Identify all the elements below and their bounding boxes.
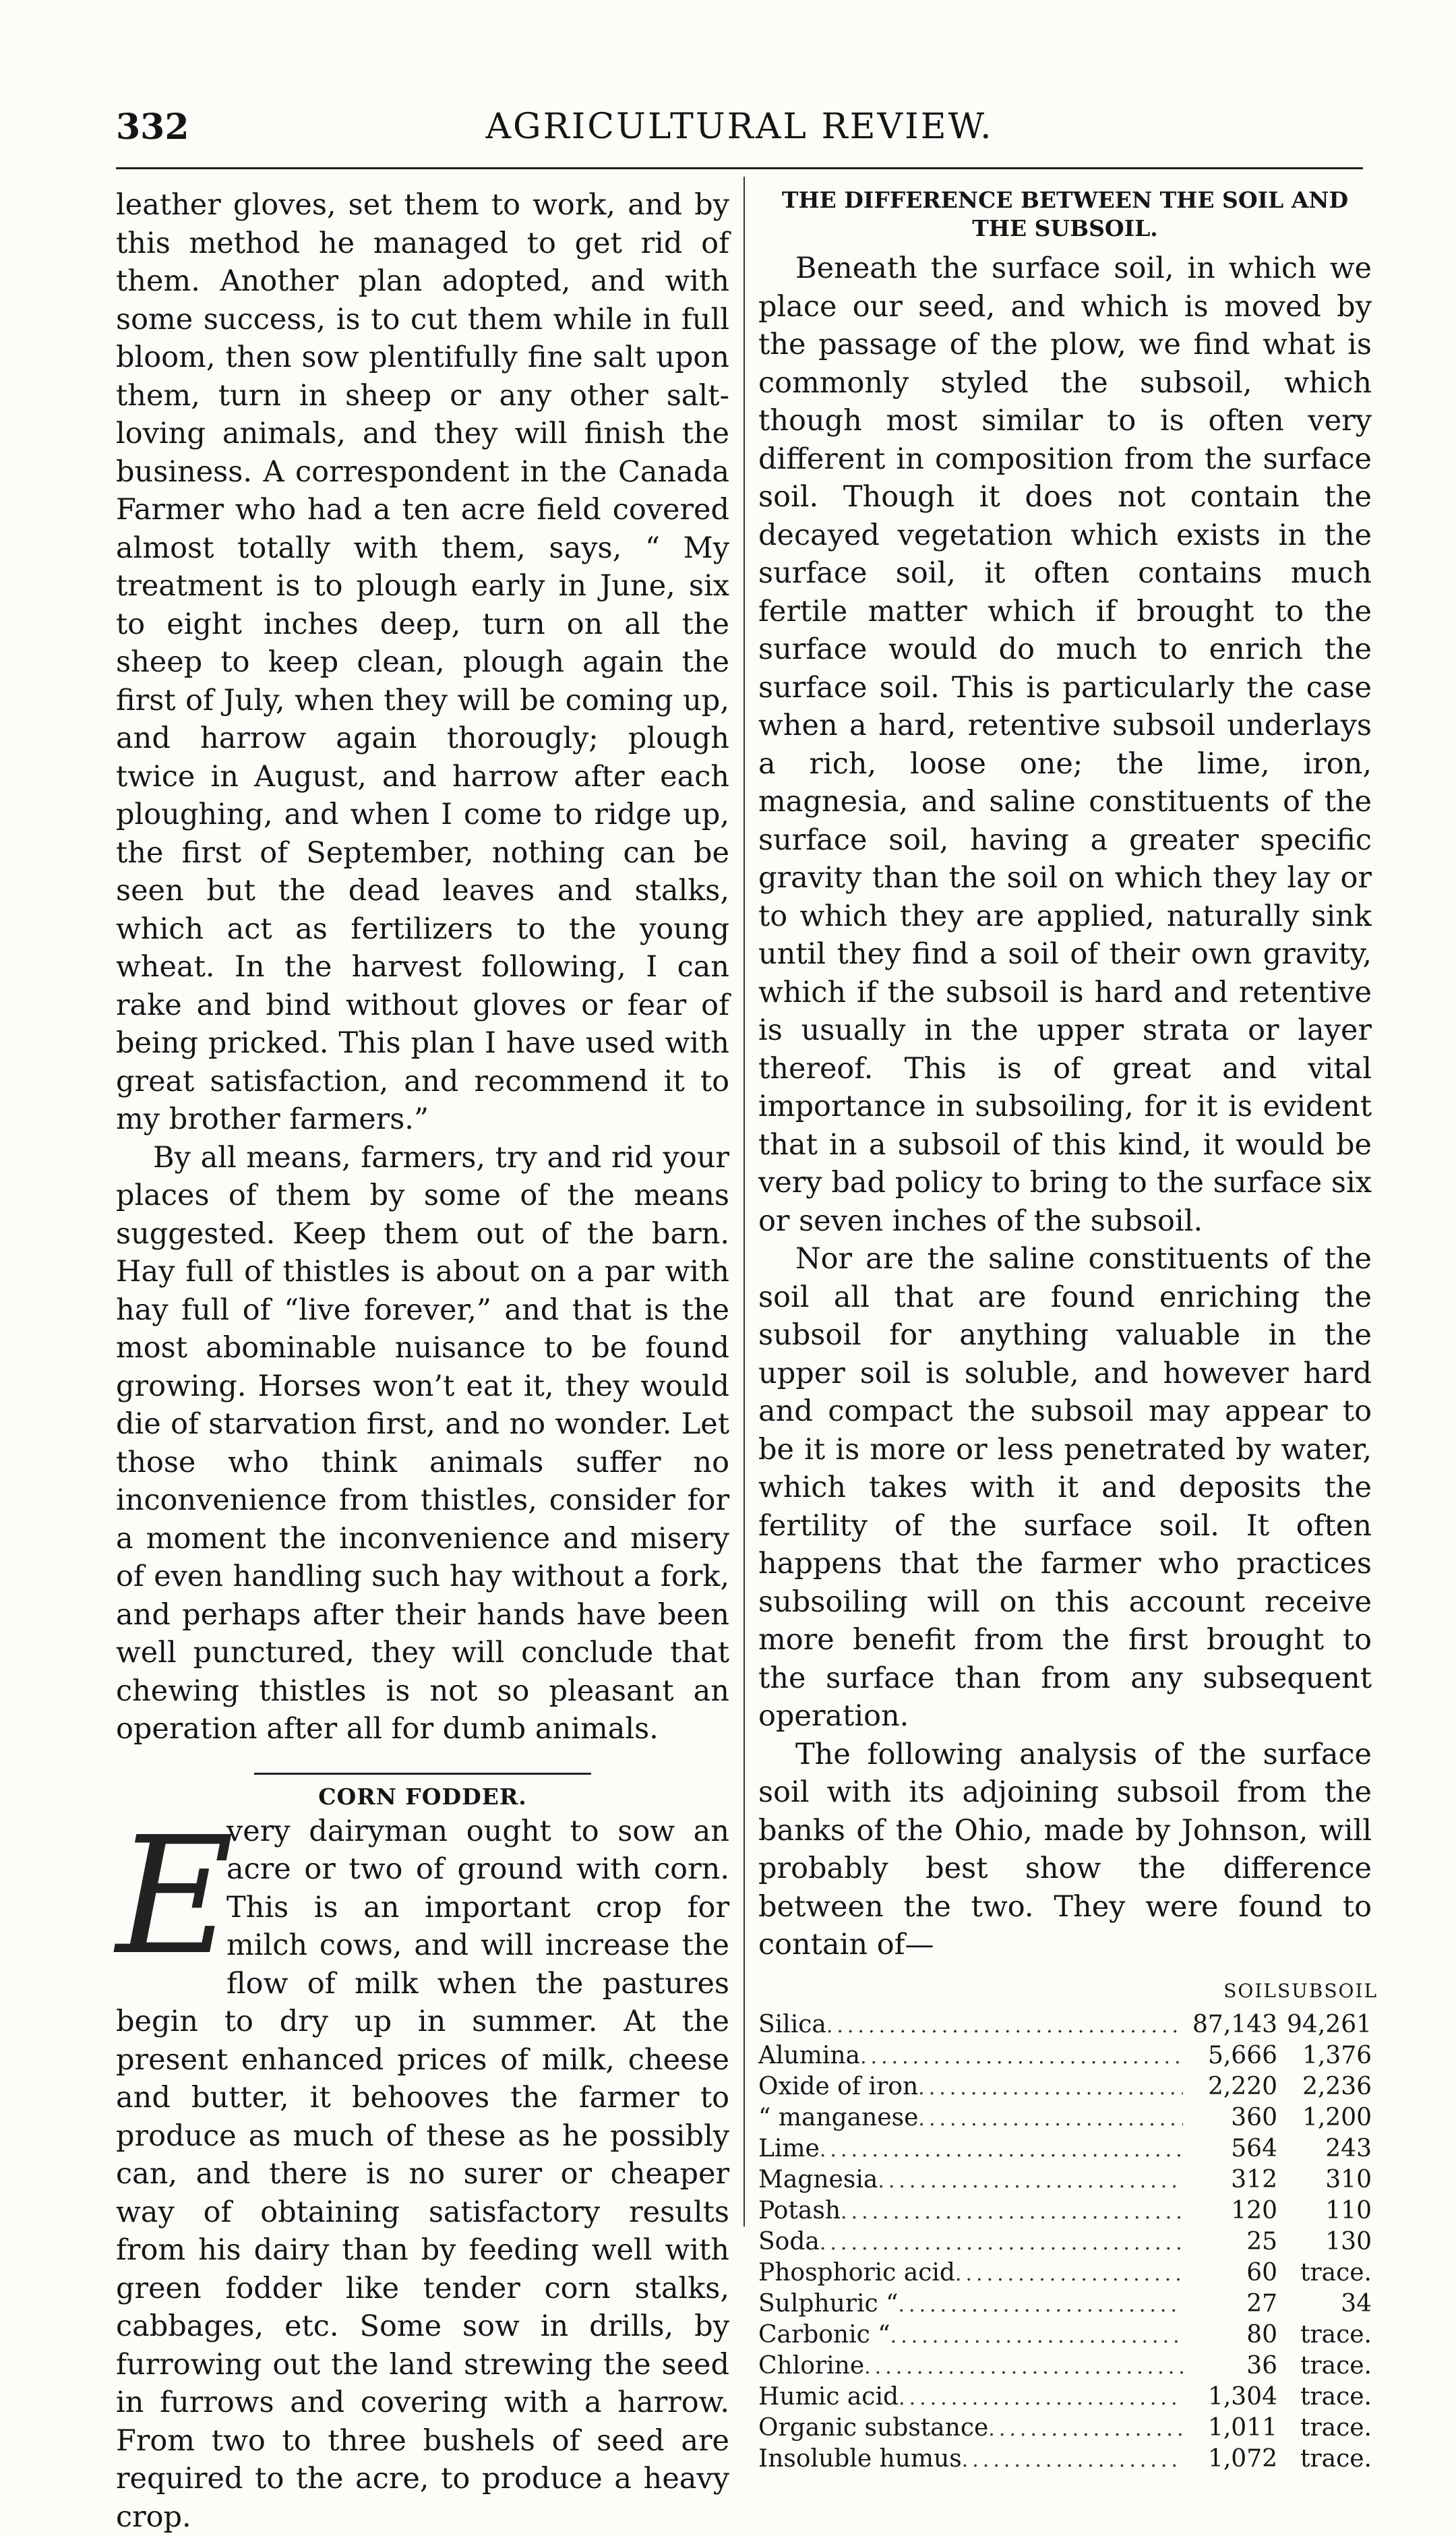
row-constituent: Alumina <box>758 2041 860 2071</box>
ornamental-initial: E <box>116 1815 217 1991</box>
left-paragraph-1: leather gloves, set them to work, and by this method he managed to get rid of them. Another plan adopted, and with some success, is to cut them while in full bloom, then sow plentifully fine salt upon them, turn in sheep or any other salt-loving animals, and they will finish the business. A correspondent in the Canada Farmer who had a ten acre field covered almost totally with them, says, “ My treatment is to plough early in June, six to eight inches deep, turn on all the sheep to keep clean, plough again the first of July, when they will be coming up, and harrow again thorougly; plough twice in August, and harrow after each ploughing, and when I come to ridge up, the first of September, nothing can be seen but the dead leaves and stalks, which act as fertilizers to the young wheat. In the harvest following, I can rake and bind without gloves or fear of being pricked. This plan I have used with great satisfaction, and recommend it to my brother farmers.” <box>116 186 729 1139</box>
column-header-subsoil: SUBSOIL <box>1277 1976 1372 2006</box>
row-soil-value: 27 <box>1183 2289 1277 2319</box>
dot-leader <box>820 2229 1183 2258</box>
row-constituent: Carbonic “ <box>758 2320 890 2350</box>
row-subsoil-value: 94,261 <box>1277 2010 1372 2040</box>
row-constituent: Oxide of iron <box>758 2072 918 2102</box>
dot-leader <box>918 2073 1183 2103</box>
column-header-soil: SOIL <box>1183 1976 1277 2006</box>
table-row <box>758 2382 1372 2413</box>
article-heading: THE DIFFERENCE BETWEEN THE SOIL AND THE SUBSOIL. <box>758 186 1372 243</box>
dot-leader <box>860 2042 1183 2072</box>
row-soil-value: 360 <box>1183 2103 1277 2133</box>
row-soil-value: 1,072 <box>1183 2444 1277 2474</box>
dot-leader <box>899 2384 1183 2413</box>
row-soil-value: 36 <box>1183 2351 1277 2381</box>
corn-fodder-paragraph <box>116 1812 729 2536</box>
row-subsoil-value: 243 <box>1277 2134 1372 2164</box>
table-row <box>758 2289 1372 2320</box>
table-row <box>758 2165 1372 2196</box>
dot-leader <box>918 2104 1183 2134</box>
dot-leader <box>988 2415 1183 2444</box>
row-subsoil-value: trace. <box>1277 2382 1372 2412</box>
soil-analysis-table <box>758 1976 1372 2475</box>
table-header <box>758 1976 1372 2006</box>
row-subsoil-value: 1,200 <box>1277 2103 1372 2133</box>
row-constituent: Magnesia <box>758 2165 878 2195</box>
dot-leader <box>826 2011 1183 2041</box>
table-row <box>758 2227 1372 2258</box>
row-constituent: Organic substance <box>758 2413 988 2443</box>
row-constituent: Insoluble humus <box>758 2444 962 2474</box>
dot-leader <box>890 2322 1183 2351</box>
row-soil-value: 312 <box>1183 2165 1277 2195</box>
dot-leader <box>820 2135 1183 2165</box>
row-constituent: Chlorine <box>758 2351 864 2381</box>
row-subsoil-value: trace. <box>1277 2258 1372 2288</box>
table-row <box>758 2320 1372 2351</box>
row-constituent: “ manganese <box>758 2103 918 2133</box>
row-constituent: Sulphuric “ <box>758 2289 899 2319</box>
right-column <box>758 186 1372 2475</box>
row-constituent: Lime <box>758 2134 820 2164</box>
row-soil-value: 120 <box>1183 2196 1277 2226</box>
section-divider <box>254 1773 591 1775</box>
dot-leader <box>955 2260 1183 2289</box>
table-row <box>758 2072 1372 2103</box>
row-subsoil-value: trace. <box>1277 2351 1372 2381</box>
page-number: 332 <box>116 107 189 148</box>
row-subsoil-value: trace. <box>1277 2413 1372 2443</box>
row-constituent: Phosphoric acid <box>758 2258 955 2288</box>
dot-leader <box>878 2166 1183 2196</box>
row-subsoil-value: trace. <box>1277 2444 1372 2474</box>
row-soil-value: 564 <box>1183 2134 1277 2164</box>
running-title: AGRICULTURAL REVIEW. <box>116 107 1363 147</box>
table-row <box>758 2413 1372 2444</box>
row-subsoil-value: 34 <box>1277 2289 1372 2319</box>
row-soil-value: 80 <box>1183 2320 1277 2350</box>
row-subsoil-value: 110 <box>1277 2196 1372 2226</box>
row-constituent: Silica <box>758 2010 826 2040</box>
right-paragraph-2: Nor are the saline constituents of the soil all that are found enriching the subsoil for anything valuable in the upper soil is soluble, and however hard and compact the subsoil may appear to be it is more or less penetrated by water, which takes with it and deposits the fertility of the surface soil. It often happens that the farmer who practices subsoiling will on this account receive more benefit from the first brought to the surface than from any subsequent operation. <box>758 1240 1372 1736</box>
row-soil-value: 1,304 <box>1183 2382 1277 2412</box>
column-divider <box>744 177 745 2227</box>
row-soil-value: 2,220 <box>1183 2072 1277 2102</box>
dot-leader <box>864 2353 1183 2382</box>
table-row <box>758 2041 1372 2072</box>
table-row <box>758 2134 1372 2165</box>
dot-leader <box>962 2446 1183 2475</box>
row-subsoil-value: trace. <box>1277 2320 1372 2350</box>
table-row <box>758 2258 1372 2289</box>
corn-fodder-text: very dairyman ought to sow an acre or two of ground with corn. This is an important crop for milch cows, and will increase the flow of milk when the pastures begin to dry up in summer. At the present enhanced prices of milk, cheese and butter, it behooves the farmer to produce as much of these as he possibly can, and there is no surer or cheaper way of obtaining satisfactory results from his dairy than by feeding well with green fodder like tender corn stalks, cabbages, etc. Some sow in drills, by furrowing out the land strewing the seed in furrows and covering with a harrow. From two to three bushels of seed are required to the acre, to produce a heavy crop. <box>116 1815 729 2534</box>
row-soil-value: 25 <box>1183 2227 1277 2257</box>
right-paragraph-1: Beneath the surface soil, in which we place our seed, and which is moved by the passage of the plow, we find what is commonly styled the subsoil, which though most similar to is often very different in composition from the surface soil. Though it does not contain the decayed vegetation which exists in the surface soil, it often contains much fertile matter which if brought to the surface would do much to enrich the surface soil. This is particularly the case when a hard, retentive subsoil underlays a rich, loose one; the lime, iron, magnesia, and saline constituents of the surface soil, having a greater specific gravity than the soil on which they lay or to which they are applied, naturally sink until they find a soil of their own gravity, which if the subsoil is hard and retentive is usually in the upper strata or layer thereof. This is of great and vital importance in subsoiling, for it is evident that in a subsoil of this kind, it would be very bad policy to bring to the surface six or seven inches of the subsoil. <box>758 249 1372 1240</box>
right-paragraph-3: The following analysis of the surface soil with its adjoining subsoil from the banks of the Ohio, made by Johnson, will probably best show the difference between the two. They were found to contain of— <box>758 1736 1372 1964</box>
row-subsoil-value: 2,236 <box>1277 2072 1372 2102</box>
row-constituent: Potash <box>758 2196 841 2226</box>
page-header <box>116 101 1363 162</box>
table-row <box>758 2103 1372 2134</box>
dot-leader <box>841 2198 1183 2227</box>
row-constituent: Humic acid <box>758 2382 899 2412</box>
row-constituent: Soda <box>758 2227 820 2257</box>
dot-leader <box>899 2291 1183 2320</box>
table-rows <box>758 2010 1372 2475</box>
header-rule <box>116 167 1363 169</box>
section-heading-corn-fodder: CORN FODDER. <box>116 1781 729 1812</box>
row-soil-value: 87,143 <box>1183 2010 1277 2040</box>
row-subsoil-value: 1,376 <box>1277 2041 1372 2071</box>
table-row <box>758 2444 1372 2475</box>
left-column <box>116 186 729 2536</box>
table-row <box>758 2010 1372 2041</box>
table-row <box>758 2351 1372 2382</box>
left-paragraph-2: By all means, farmers, try and rid your places of them by some of the means suggested. Keep them out of the barn. Hay full of thistles is about on a par with hay full of “live forever,” and that is the most abominable nuisance to be found growing. Horses won’t eat it, they would die of starvation first, and no wonder. Let those who think animals suffer no inconvenience from thistles, consider for a moment the inconvenience and misery of even handling such hay without a fork, and perhaps after their hands have been well punctured, they will conclude that chewing thistles is not so pleasant an operation after all for dumb animals. <box>116 1139 729 1748</box>
row-soil-value: 5,666 <box>1183 2041 1277 2071</box>
row-soil-value: 60 <box>1183 2258 1277 2288</box>
row-subsoil-value: 130 <box>1277 2227 1372 2257</box>
row-subsoil-value: 310 <box>1277 2165 1372 2195</box>
table-row <box>758 2196 1372 2227</box>
row-soil-value: 1,011 <box>1183 2413 1277 2443</box>
